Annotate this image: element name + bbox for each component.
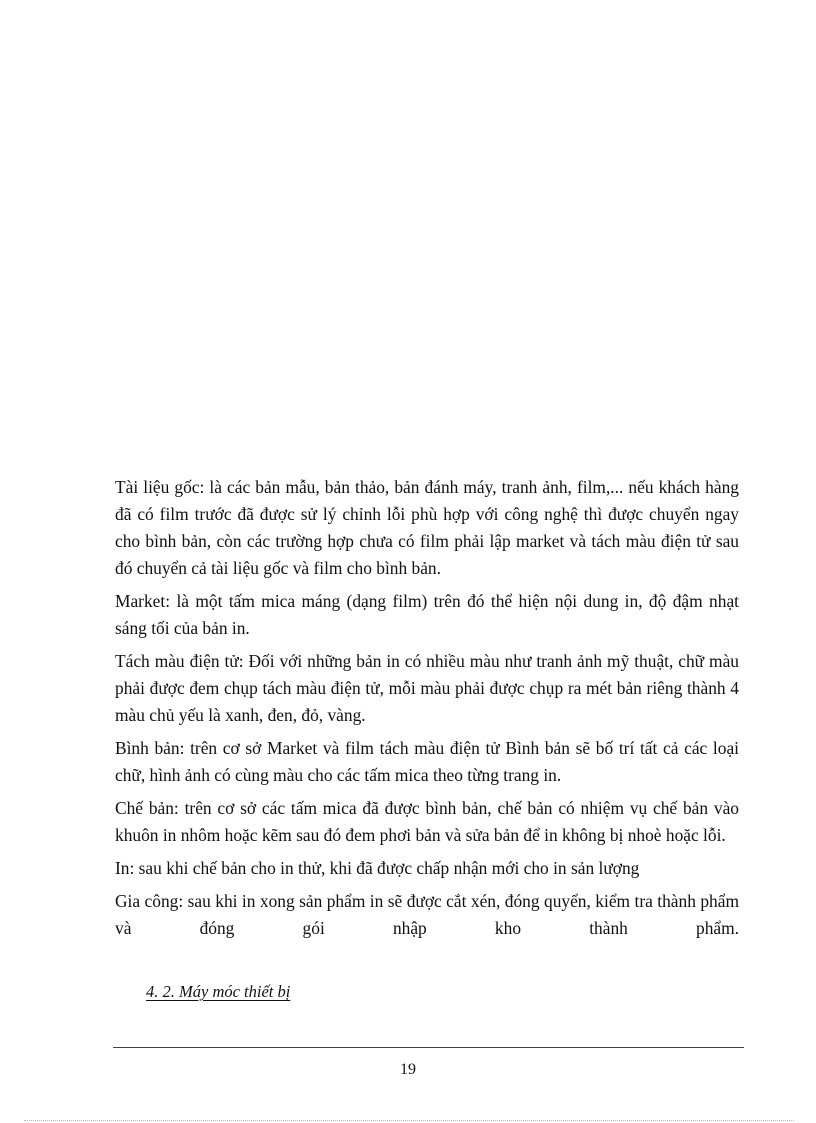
page-number: 19 [400,1061,416,1078]
footer-divider [113,1047,744,1048]
body-text [115,474,739,942]
section-heading: 4. 2. Máy móc thiết bị [146,982,291,1001]
paragraph-market: Market: là một tấm mica máng (dạng film) trên đó thể hiện nội dung in, độ đậm nhạt sáng tối của bản in. [115,591,739,638]
paragraph-in: In: sau khi chế bản cho in thử, khi đã được chấp nhận mới cho in sản lượng [115,858,640,878]
paragraph-che-ban: Chế bản: trên cơ sở các tấm mica đã được bình bản, chế bản có nhiệm vụ chế bản vào khuôn in nhôm hoặc kẽm sau đó đem phơi bản và sửa bản để in không bị nhoè hoặc lỗi. [115,798,739,845]
paragraph-tai-lieu-goc: Tài liệu gốc: là các bản mẫu, bản thảo, bản đánh máy, tranh ảnh, film,... nếu khách hàng đã có film trước đã được sử lý chỉnh lỗi phù hợp với công nghệ thì được chuyển ngay cho bình bản, còn các trường hợp chưa có film phải lập market và tách màu điện tử sau đó chuyển cả tài liệu gốc và film cho bình bản. [115,477,739,578]
paragraph-gia-cong: Gia công: sau khi in xong sản phẩm in sẽ được cắt xén, đóng quyển, kiểm tra thành phẩm và đóng gói nhập kho thành phẩm. [115,891,739,938]
paragraph-tach-mau-dien-tu: Tách màu điện tử: Đối với những bản in có nhiều màu như tranh ảnh mỹ thuật, chữ màu phải được đem chụp tách màu điện tử, mỗi màu phải được chụp ra mét bản riêng thành 4 màu chủ yếu là xanh, đen, đỏ, vàng. [115,651,739,725]
page-bottom-border [24,1120,794,1121]
paragraph-binh-ban: Bình bản: trên cơ sở Market và film tách màu điện tử Bình bản sẽ bố trí tất cả các loại chữ, hình ảnh có cùng màu cho các tấm mica theo từng trang in. [115,738,739,785]
